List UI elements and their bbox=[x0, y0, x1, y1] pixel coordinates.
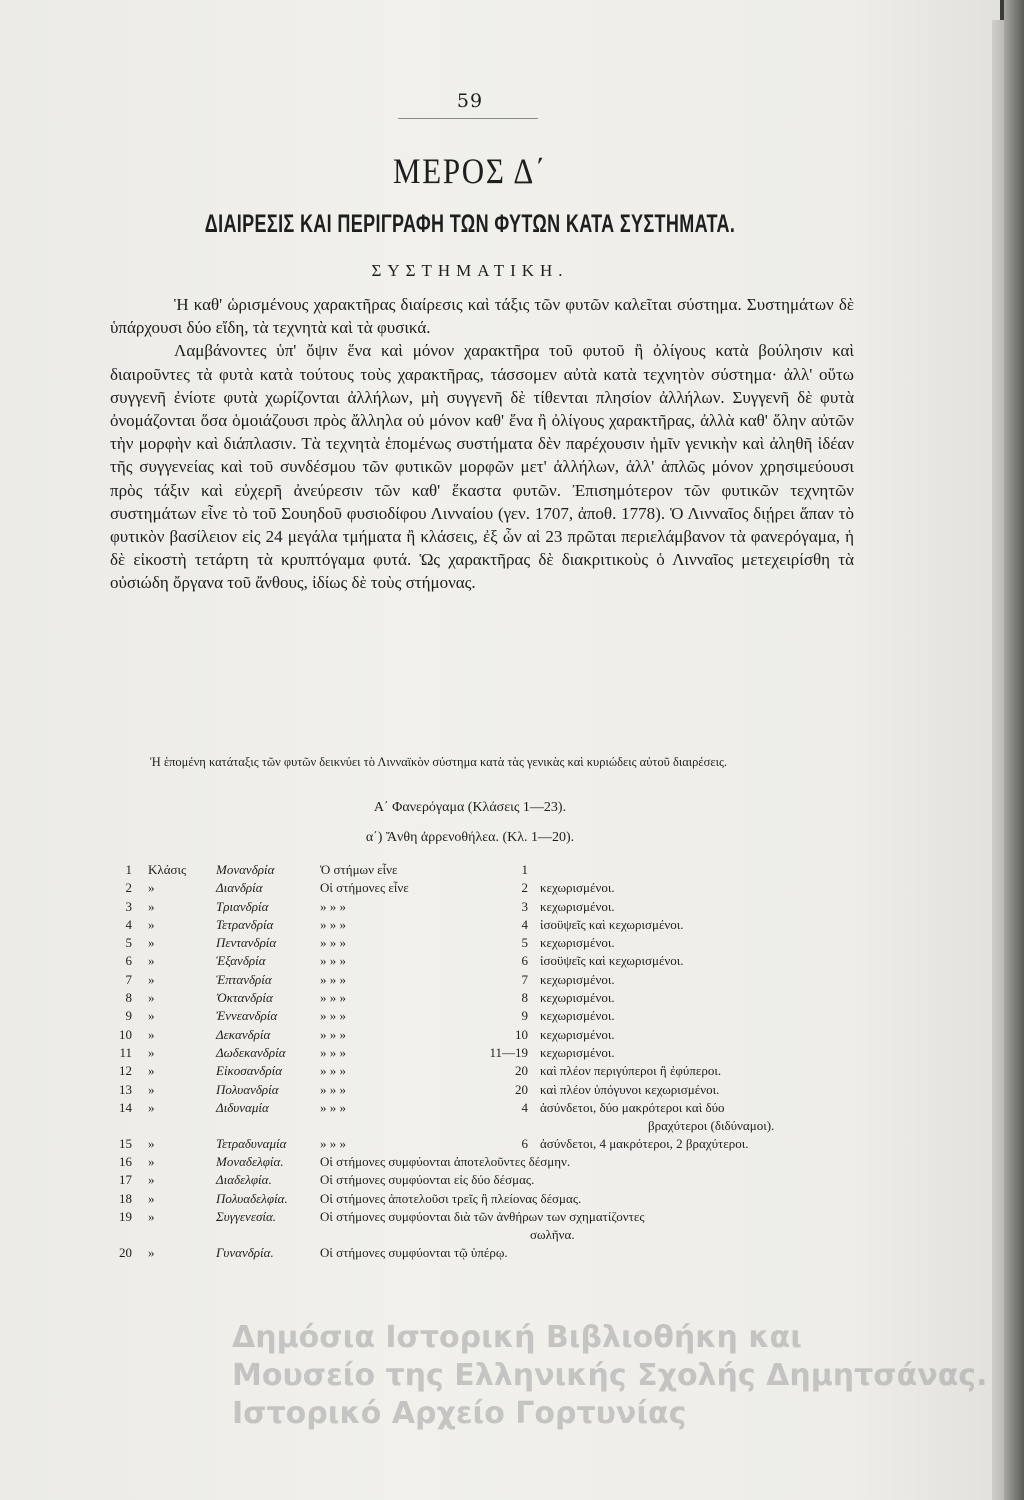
class-description: Οἱ στήμονες συμφύονται διὰ τῶν ἀνθήρων των σχηματίζοντες bbox=[320, 1209, 645, 1225]
class-number: 5 bbox=[125, 935, 132, 951]
class-label: » bbox=[148, 1209, 155, 1225]
class-description: » » » bbox=[320, 1026, 346, 1042]
class-name: Εἰκοσανδρία bbox=[216, 1063, 283, 1079]
class-number: 10 bbox=[119, 1026, 132, 1042]
class-label: » bbox=[148, 935, 155, 951]
class-detail: ἰσοϋψεῖς καὶ κεχωρισμένοι. bbox=[540, 953, 684, 969]
class-description: Οἱ στήμονες ἀποτελοῦσι τρεῖς ἢ πλείονας δέσμας. bbox=[320, 1190, 582, 1206]
class-number: 4 bbox=[125, 916, 132, 932]
stamen-count: 5 bbox=[521, 935, 528, 951]
class-number: 9 bbox=[125, 1008, 132, 1024]
class-description: » » » bbox=[320, 898, 346, 914]
class-description: » » » bbox=[320, 935, 346, 951]
stamen-count: 4 bbox=[521, 1099, 528, 1115]
table-row bbox=[110, 972, 850, 990]
class-description: » » » bbox=[320, 1063, 346, 1079]
class-description: » » » bbox=[320, 1135, 346, 1151]
table-row bbox=[110, 1245, 850, 1263]
class-number: 3 bbox=[125, 898, 132, 914]
stamen-count: 9 bbox=[521, 1008, 528, 1024]
book-edge-shadow bbox=[1004, 0, 1024, 1500]
table-row bbox=[110, 1172, 850, 1190]
class-label: » bbox=[148, 1008, 155, 1024]
paragraph: Ἡ καθ' ὡρισμένους χαρακτῆρας διαίρεσις καὶ τάξις τῶν φυτῶν καλεῖται σύστημα. Συστημάτων δὲ ὑπάρχουσι δύο εἴδη, τὰ τεχνητὰ καὶ τὰ φυσικά. bbox=[110, 295, 854, 338]
table-row bbox=[110, 862, 850, 880]
class-detail: κεχωρισμένοι. bbox=[540, 1044, 615, 1060]
class-number: 17 bbox=[119, 1172, 132, 1188]
class-description: » » » bbox=[320, 990, 346, 1006]
stamen-count: 10 bbox=[515, 1026, 528, 1042]
class-number: 7 bbox=[125, 971, 132, 987]
table-row bbox=[110, 1136, 850, 1154]
class-number: 1 bbox=[125, 862, 132, 877]
class-name: Γυνανδρία. bbox=[216, 1245, 274, 1261]
watermark-line: Ιστορικό Αρχείο Γορτυνίας bbox=[232, 1396, 687, 1431]
table-row bbox=[110, 1063, 850, 1081]
class-name: Διαδελφία. bbox=[216, 1172, 272, 1188]
class-label: » bbox=[148, 898, 155, 914]
paragraph: Λαμβάνοντες ὑπ' ὄψιν ἕνα καὶ μόνον χαρακτῆρα τοῦ φυτοῦ ἢ ὀλίγους κατὰ βούλησιν καὶ διαιροῦντες τὰ φυτὰ κατὰ τούτους τοὺς χαρακτῆρας, τάσσομεν αὐτὰ κατὰ τεχνητὸν σύστημα· ἀλλ' οὕτω συγγενῆ ἐνίοτε φυτὰ χωρίζονται ἀλλήλων, μὴ συγγενῆ δὲ τίθενται πλησίον ἀλλήλων. Συγγενῆ δὲ φυτὰ ὀνομάζονται ὅσα ὁμοιάζουσι πρὸς ἄλληλα οὐ μόνον καθ' ἕνα ἢ ὀλίγους χαρακτῆρας, ἀλλὰ καθ' ὅλην αὐτῶν τὴν μορφὴν καὶ διάπλασιν. Τὰ τεχνητὰ ἑπομένως συστήματα δὲν παρέχουσιν ἡμῖν γενικὴν καὶ ἀληθῆ ἰδέαν τῆς συγγενείας καὶ τοῦ συνδέσμου τῶν φυτικῶν μορφῶν μετ' ἀλλήλων, ἀλλ' ἁπλῶς μόνον χρησιμεύουσι πρὸς τάξιν καὶ εὐχερῆ ἀνεύρεσιν τῶν καθ' ἕκαστα φυτῶν. Ἐπισημότερον τῶν φυτικῶν τεχνητῶν συστημάτων εἶνε τὸ τοῦ Σουηδοῦ φυσιοδίφου Λινναίου (γεν. 1707, ἀποθ. 1778). Ὁ Λινναῖος διῄρει ἅπαν τὸ φυτικὸν βασίλειον εἰς 24 μεγάλα τμήματα ἢ κλάσεις, ἐξ ὧν αἱ 23 πρῶται περιελάμβανον τὰ φανερόγαμα, ἡ δὲ εἰκοστὴ τετάρτη τὰ κρυπτόγαμα φυτά. Ὡς χαρακτῆρας δὲ διακριτικοὺς ὁ Λινναῖος μετεχειρίσθη τὰ οὐσιώδη ὄργανα τοῦ ἄνθους, ἰδίως δὲ τοὺς στήμονας. bbox=[110, 341, 854, 593]
class-name: Δωδεκανδρία bbox=[216, 1044, 286, 1060]
class-number: 2 bbox=[125, 880, 132, 896]
table-row bbox=[110, 1154, 850, 1172]
table-row bbox=[110, 1045, 850, 1063]
class-label: » bbox=[148, 953, 155, 969]
class-label: » bbox=[148, 1063, 155, 1079]
class-label: » bbox=[148, 1245, 155, 1261]
stamen-count: 1 bbox=[521, 862, 528, 877]
class-label: » bbox=[148, 990, 155, 1006]
table-row bbox=[110, 990, 850, 1008]
table-row bbox=[110, 1082, 850, 1100]
class-name: Ἑπτανδρία bbox=[216, 971, 272, 987]
class-number: 20 bbox=[119, 1245, 132, 1261]
class-number: 18 bbox=[119, 1190, 132, 1206]
class-number: 12 bbox=[119, 1063, 132, 1079]
watermark-line: Δημόσια Ιστορική Βιβλιοθήκη και bbox=[232, 1320, 802, 1355]
stamen-count: 20 bbox=[515, 1081, 528, 1097]
class-detail: κεχωρισμένοι. bbox=[540, 1008, 615, 1024]
class-number: 13 bbox=[119, 1081, 132, 1097]
part-title: ΜΕΡΟΣ Δ΄ bbox=[392, 151, 548, 191]
class-description: Οἱ στήμονες συμφύονται τῷ ὑπέρῳ. bbox=[320, 1245, 508, 1261]
note-text: Ἡ ἑπομένη κατάταξις τῶν φυτῶν δεικνύει τὸ Λινναϊκὸν σύστημα κατὰ τὰς γενικὰς καὶ κυριώδεις αὐτοῦ διαιρέσεις. bbox=[150, 755, 728, 769]
watermark-line: Μουσείο της Ελληνικής Σχολής Δημητσάνας. bbox=[232, 1358, 988, 1393]
class-description: » » » bbox=[320, 916, 346, 932]
class-description: » » » bbox=[320, 1044, 346, 1060]
class-description: » » » bbox=[320, 1099, 346, 1115]
class-number: 16 bbox=[119, 1154, 132, 1170]
class-detail: κεχωρισμένοι. bbox=[540, 898, 615, 914]
table-row bbox=[110, 1191, 850, 1209]
class-description: Ὁ στήμων εἶνε bbox=[320, 862, 398, 877]
section-heading: ΔΙΑΙΡΕΣΙΣ ΚΑΙ ΠΕΡΙΓΡΑΦΗ ΤΩΝ ΦΥΤΩΝ ΚΑΤΑ ΣΥΣΤΗΜΑΤΑ. bbox=[204, 210, 736, 238]
class-name: Τετρανδρία bbox=[216, 916, 274, 932]
stamen-count: 8 bbox=[521, 990, 528, 1006]
stamen-count: 3 bbox=[521, 898, 528, 914]
table-row bbox=[110, 953, 850, 971]
stamen-count: 7 bbox=[521, 971, 528, 987]
class-description: Οἱ στήμονες συμφύονται εἰς δύο δέσμας. bbox=[320, 1172, 535, 1188]
class-label: » bbox=[148, 1099, 155, 1115]
stamen-count: 20 bbox=[515, 1063, 528, 1079]
class-detail: κεχωρισμένοι. bbox=[540, 1026, 615, 1042]
class-name: Διανδρία bbox=[216, 880, 263, 896]
sub-group-title: α΄) Ἄνθη ἀρρενοθήλεα. (Κλ. 1—20). bbox=[365, 830, 575, 845]
class-name: Ὀκτανδρία bbox=[216, 990, 273, 1006]
class-number: 15 bbox=[119, 1135, 132, 1151]
stamen-count: 6 bbox=[521, 1135, 528, 1151]
class-label: » bbox=[148, 1135, 155, 1151]
table-row bbox=[110, 1209, 850, 1245]
stamen-count: 6 bbox=[521, 953, 528, 969]
table-row bbox=[110, 917, 850, 935]
class-label: » bbox=[148, 1154, 155, 1170]
stamen-count: 4 bbox=[521, 916, 528, 932]
class-name: Τετραδυναμία bbox=[216, 1135, 287, 1151]
table-row bbox=[110, 1100, 850, 1136]
class-number: 8 bbox=[125, 990, 132, 1006]
class-description: Οἱ στήμονες εἶνε bbox=[320, 880, 409, 896]
class-name: Διδυναμία bbox=[216, 1099, 269, 1115]
class-number: 14 bbox=[119, 1099, 132, 1115]
class-detail-continued: βραχύτεροι (διδύναμοι). bbox=[648, 1117, 775, 1133]
class-name: Μοναδελφία. bbox=[216, 1154, 284, 1170]
class-label: » bbox=[148, 1190, 155, 1206]
table-row bbox=[110, 1027, 850, 1045]
class-detail: ἰσοϋψεῖς καὶ κεχωρισμένοι. bbox=[540, 916, 684, 932]
table-row bbox=[110, 1008, 850, 1026]
class-name: Ἐννεανδρία bbox=[216, 1008, 278, 1024]
group-title: Α΄ Φανερόγαμα (Κλάσεις 1—23). bbox=[373, 800, 567, 815]
stamen-count: 11—19 bbox=[489, 1044, 528, 1060]
class-detail: κεχωρισμένοι. bbox=[540, 935, 615, 951]
class-number: 19 bbox=[119, 1209, 132, 1225]
class-number: 11 bbox=[119, 1044, 132, 1060]
class-name: Μονανδρία bbox=[216, 862, 275, 877]
class-detail: κεχωρισμένοι. bbox=[540, 990, 615, 1006]
class-detail: ἀσύνδετοι, 4 μακρότεροι, 2 βραχύτεροι. bbox=[540, 1135, 749, 1151]
body-text bbox=[110, 293, 854, 595]
class-description: » » » bbox=[320, 1081, 346, 1097]
class-name: Συγγενεσία. bbox=[216, 1209, 277, 1225]
class-name: Δεκανδρία bbox=[216, 1026, 271, 1042]
table-row bbox=[110, 880, 850, 898]
class-name: Πολυανδρία bbox=[216, 1081, 279, 1097]
page-number: 59 bbox=[456, 90, 484, 112]
class-label: Κλάσις bbox=[148, 862, 187, 877]
class-label: » bbox=[148, 1026, 155, 1042]
class-label: » bbox=[148, 971, 155, 987]
class-description: » » » bbox=[320, 1008, 346, 1024]
class-name: Πολυαδελφία. bbox=[216, 1190, 288, 1206]
class-detail: καὶ πλέον ὑπόγυνοι κεχωρισμένοι. bbox=[540, 1081, 720, 1097]
class-label: » bbox=[148, 1172, 155, 1188]
class-name: Ἑξανδρία bbox=[216, 953, 266, 969]
table-row bbox=[110, 899, 850, 917]
class-number: 6 bbox=[125, 953, 132, 969]
table-row bbox=[110, 935, 850, 953]
class-detail: κεχωρισμένοι. bbox=[540, 971, 615, 987]
classes-table bbox=[110, 862, 850, 1263]
stamen-count: 2 bbox=[521, 880, 528, 896]
class-label: » bbox=[148, 1044, 155, 1060]
class-description: » » » bbox=[320, 953, 346, 969]
class-label: » bbox=[148, 916, 155, 932]
class-detail: κεχωρισμένοι. bbox=[540, 880, 615, 896]
class-detail: καὶ πλέον περιγύπεροι ἢ ἐφύπεροι. bbox=[540, 1063, 722, 1079]
class-label: » bbox=[148, 1081, 155, 1097]
class-detail: ἀσύνδετοι, δύο μακρότεροι καὶ δύο bbox=[540, 1099, 725, 1115]
section-subheading: ΣΥΣΤΗΜΑΤΙΚΗ. bbox=[371, 261, 569, 280]
class-description: » » » bbox=[320, 971, 346, 987]
page-number-rule bbox=[398, 118, 538, 119]
class-description: Οἱ στήμονες συμφύονται ἀποτελοῦντες δέσμην. bbox=[320, 1154, 571, 1170]
class-name: Τριανδρία bbox=[216, 898, 269, 914]
class-description-continued: σωλῆνα. bbox=[530, 1227, 575, 1243]
class-label: » bbox=[148, 880, 155, 896]
class-name: Πεντανδρία bbox=[216, 935, 277, 951]
